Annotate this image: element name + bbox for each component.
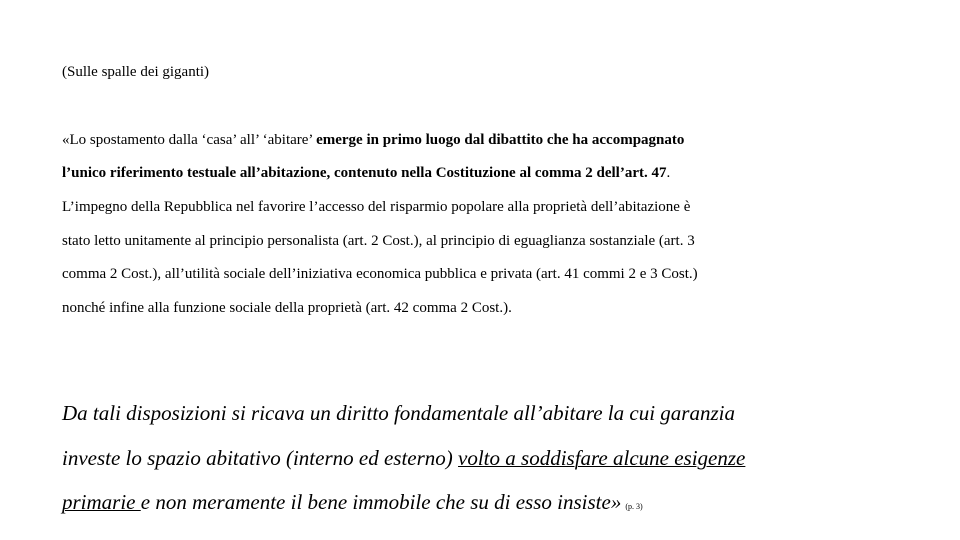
quote-text: . — [666, 165, 671, 181]
emphasis-line-2 — [62, 446, 745, 471]
quote-line-3: L’impegno della Repubblica nel favorire l’accesso del risparmio popolare alla proprietà dell’abitazione è — [62, 199, 691, 215]
heading: (Sulle spalle dei giganti) — [62, 64, 210, 80]
page-reference: (p. 3) — [625, 502, 643, 511]
quote-line-4: stato letto unitamente al principio personalista (art. 2 Cost.), al principio di eguaglianza sostanziale (art. 3 — [62, 233, 695, 249]
underlined-text: primarie — [62, 490, 141, 514]
emphasis-text: e non meramente il bene immobile che su di esso insiste» — [140, 490, 622, 514]
quote-bold-text: emerge in primo luogo dal dibattito che ha accompagnato — [316, 132, 685, 148]
emphasis-line-3 — [62, 490, 643, 515]
quote-line-5: comma 2 Cost.), all’utilità sociale dell’iniziativa economica pubblica e privata (art. 41 commi 2 e 3 Cost.) — [62, 266, 698, 282]
underlined-text: volto a soddisfare alcune esigenze — [458, 446, 746, 470]
emphasis-line-1: Da tali disposizioni si ricava un diritto fondamentale all’abitare la cui garanzia — [62, 401, 735, 425]
emphasis-text: investe lo spazio abitativo (interno ed esterno) — [62, 446, 459, 470]
quote-line-6: nonché infine alla funzione sociale della proprietà (art. 42 comma 2 Cost.). — [62, 300, 512, 316]
quote-text: «Lo spostamento dalla ‘casa’ all’ ‘abitare’ — [62, 132, 317, 148]
quote-line-1 — [62, 132, 684, 149]
quote-bold-text: l’unico riferimento testuale all’abitazione, contenuto nella Costituzione al comma 2 dell’art. 47 — [62, 165, 667, 181]
quote-line-2 — [62, 165, 670, 182]
